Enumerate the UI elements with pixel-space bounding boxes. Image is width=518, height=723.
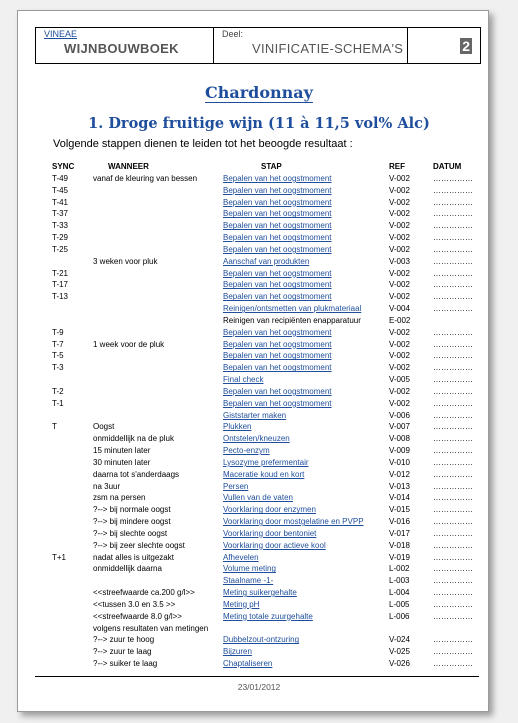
row-sync: T-13 [52, 292, 69, 302]
row-date: …………… [433, 540, 473, 550]
row-step-link[interactable]: Bepalen van het oogstmoment [223, 209, 332, 219]
row-step-link[interactable]: Staalname -1- [223, 576, 274, 586]
row-ref: V-002 [389, 185, 410, 195]
row-step-link[interactable]: Bijzuren [223, 647, 252, 657]
row-ref: V-018 [389, 540, 410, 550]
row-step-link[interactable]: Bepalen van het oogstmoment [223, 327, 332, 337]
row-step-link[interactable]: Bepalen van het oogstmoment [223, 221, 332, 231]
table-row [0, 421, 518, 433]
row-ref: V-026 [389, 659, 410, 669]
row-ref: V-014 [389, 493, 410, 503]
row-when: ?--> bij zeer slechte oogst [93, 540, 185, 550]
table-row [0, 398, 518, 410]
row-ref: L-003 [389, 576, 410, 586]
row-ref: V-017 [389, 528, 410, 538]
table-row [0, 469, 518, 481]
row-date: …………… [433, 647, 473, 657]
row-date: …………… [433, 363, 473, 373]
row-sync: T-9 [52, 327, 64, 337]
row-sync: T-25 [52, 244, 69, 254]
table-row [0, 173, 518, 185]
row-date: …………… [433, 185, 473, 195]
row-step-link[interactable]: Bepalen van het oogstmoment [223, 233, 332, 243]
row-step-link[interactable]: Vullen van de vaten [223, 493, 293, 503]
row-ref: V-002 [389, 386, 410, 396]
row-step-link[interactable]: Aanschaf van produkten [223, 256, 310, 266]
row-date: …………… [433, 386, 473, 396]
row-step-link[interactable]: Giststarter maken [223, 410, 287, 420]
row-date: …………… [433, 659, 473, 669]
row-ref: V-002 [389, 280, 410, 290]
row-date: …………… [433, 292, 473, 302]
row-ref: V-002 [389, 363, 410, 373]
row-ref: V-002 [389, 233, 410, 243]
row-date: …………… [433, 209, 473, 219]
row-ref: L-004 [389, 588, 410, 598]
header-label-vineae: VINEAE [44, 29, 78, 39]
row-when: zsm na persen [93, 493, 146, 503]
table-row [0, 575, 518, 587]
table-row [0, 362, 518, 374]
row-ref: V-025 [389, 647, 410, 657]
row-ref: V-013 [389, 481, 410, 491]
row-sync: T [52, 422, 57, 432]
header-page-cell [408, 28, 480, 63]
row-date: …………… [433, 327, 473, 337]
row-step-link[interactable]: Reinigen/ontsmetten van plukmateriaal [223, 304, 362, 314]
row-ref: V-008 [389, 434, 410, 444]
row-date: …………… [433, 280, 473, 290]
row-ref: V-002 [389, 351, 410, 361]
row-when: ?--> bij normale oogst [93, 505, 171, 515]
row-step-link[interactable]: Bepalen van het oogstmoment [223, 185, 332, 195]
header-book-cell [36, 28, 214, 63]
row-ref: V-002 [389, 197, 410, 207]
row-date: …………… [433, 517, 473, 527]
table-row [0, 410, 518, 422]
row-sync: T-1 [52, 398, 64, 408]
row-ref: V-007 [389, 422, 410, 432]
row-step-link[interactable]: Bepalen van het oogstmoment [223, 398, 332, 408]
table-row [0, 244, 518, 256]
row-date: …………… [433, 481, 473, 491]
table-row [0, 256, 518, 268]
row-ref: L-005 [389, 599, 410, 609]
table-row [0, 492, 518, 504]
header-section-title: VINIFICATIE-SCHEMA'S [252, 41, 404, 56]
row-when: volgens resultaten van metingen [93, 623, 209, 633]
row-ref: L-002 [389, 564, 410, 574]
header-page-number: 2 [462, 38, 470, 54]
column-header-when: WANNEER [108, 162, 149, 171]
row-date: …………… [433, 528, 473, 538]
row-date: …………… [433, 221, 473, 231]
row-ref: V-015 [389, 505, 410, 515]
row-step-link[interactable]: Voorklaring door actieve kool [223, 540, 326, 550]
table-row [0, 268, 518, 280]
row-step-link[interactable]: Afhevelen [223, 552, 259, 562]
row-ref: V-002 [389, 398, 410, 408]
row-date: …………… [433, 552, 473, 562]
row-when: nadat alles is uitgezakt [93, 552, 174, 562]
row-ref: V-009 [389, 446, 410, 456]
table-row [0, 220, 518, 232]
table-row [0, 303, 518, 315]
table-row [0, 481, 518, 493]
row-date: …………… [433, 339, 473, 349]
row-step-link[interactable]: Bepalen van het oogstmoment [223, 339, 332, 349]
row-ref: V-024 [389, 635, 410, 645]
table-row [0, 516, 518, 528]
row-date: …………… [433, 469, 473, 479]
row-ref: V-004 [389, 304, 410, 314]
table-row [0, 658, 518, 670]
row-ref: V-002 [389, 292, 410, 302]
table-row [0, 386, 518, 398]
row-ref: V-006 [389, 410, 410, 420]
row-date: …………… [433, 505, 473, 515]
row-step-link[interactable]: Bepalen van het oogstmoment [223, 197, 332, 207]
row-when: na 3uur [93, 481, 121, 491]
row-date: …………… [433, 576, 473, 586]
row-step-link[interactable]: Pecto-enzym [223, 446, 270, 456]
header-book-title: WIJNBOUWBOEK [64, 41, 179, 56]
row-date: …………… [433, 457, 473, 467]
row-date: …………… [433, 174, 473, 183]
row-when: 15 minuten later [93, 446, 151, 456]
row-date: …………… [433, 244, 473, 254]
table-row [0, 197, 518, 209]
row-when: ?--> suiker te laag [93, 659, 158, 669]
table-row [0, 552, 518, 564]
row-date: …………… [433, 635, 473, 645]
row-date: …………… [433, 422, 473, 432]
row-date: …………… [433, 233, 473, 243]
row-ref: E-002 [389, 315, 411, 325]
row-when: ?--> bij slechte oogst [93, 528, 168, 538]
row-sync: T-29 [52, 233, 69, 243]
row-date: …………… [433, 564, 473, 574]
row-step-link[interactable]: Bepalen van het oogstmoment [223, 292, 332, 302]
row-when: <<tussen 3.0 en 3.5 >> [93, 599, 176, 609]
row-step-link[interactable]: Bepalen van het oogstmoment [223, 174, 332, 183]
column-header-sync: SYNC [52, 162, 75, 171]
row-date: …………… [433, 493, 473, 503]
table-row [0, 350, 518, 362]
row-ref: V-002 [389, 221, 410, 231]
row-sync: T-45 [52, 185, 69, 195]
row-ref: V-010 [389, 457, 410, 467]
row-when: <<streefwaarde ca.200 g/l>> [93, 588, 195, 598]
table-row [0, 623, 518, 635]
row-sync: T-21 [52, 268, 69, 278]
table-row [0, 339, 518, 351]
row-step-link[interactable]: Plukken [223, 422, 252, 432]
header-label-deel: Deel: [222, 29, 244, 39]
row-when: onmiddellijk na de pluk [93, 434, 174, 444]
table-row [0, 611, 518, 623]
table-row [0, 433, 518, 445]
row-when: 3 weken voor pluk [93, 256, 158, 266]
column-header-date: DATUM [433, 162, 462, 171]
row-step-link[interactable]: Voorklaring door enzymen [223, 505, 316, 515]
footer-date: 23/01/2012 [237, 682, 281, 692]
row-when: vanaf de kleuring van bessen [93, 174, 198, 183]
row-ref: V-002 [389, 327, 410, 337]
row-sync: T-7 [52, 339, 64, 349]
table-row [0, 279, 518, 291]
row-ref: V-012 [389, 469, 410, 479]
row-step-link[interactable]: Dubbelzout-ontzuring [223, 635, 300, 645]
row-when: ?--> zuur te laag [93, 647, 152, 657]
row-ref: V-002 [389, 244, 410, 254]
table-row [0, 327, 518, 339]
row-step-link[interactable]: Meting pH [223, 599, 260, 609]
table-row [0, 445, 518, 457]
row-ref: V-019 [389, 552, 410, 562]
row-date: …………… [433, 611, 473, 621]
row-when: ?--> bij mindere oogst [93, 517, 171, 527]
table-row [0, 208, 518, 220]
row-ref: V-002 [389, 174, 410, 183]
row-when: onmiddellijk daarna [93, 564, 162, 574]
row-when: ?--> zuur te hoog [93, 635, 155, 645]
row-step-link[interactable]: Persen [223, 481, 249, 491]
row-step-link[interactable]: Bepalen van het oogstmoment [223, 244, 332, 254]
column-header-ref: REF [389, 162, 405, 171]
table-row [0, 374, 518, 386]
row-ref: V-002 [389, 268, 410, 278]
row-step-link[interactable]: Final check [223, 375, 264, 385]
row-step-link[interactable]: Bepalen van het oogstmoment [223, 386, 332, 396]
row-sync: T-3 [52, 363, 64, 373]
table-row [0, 646, 518, 658]
row-ref: V-002 [389, 209, 410, 219]
row-ref: V-003 [389, 256, 410, 266]
table-row [0, 457, 518, 469]
row-ref: V-016 [389, 517, 410, 527]
intro-text: Volgende stappen dienen te leiden tot het beoogde resultaat : [53, 138, 353, 150]
row-date: …………… [433, 351, 473, 361]
row-sync: T-17 [52, 280, 69, 290]
row-when: 30 minuten later [93, 457, 151, 467]
row-step-link[interactable]: Voorklaring door mostgelatine en PVPP [223, 517, 364, 527]
row-step-link[interactable]: Bepalen van het oogstmoment [223, 363, 332, 373]
row-date: …………… [433, 304, 473, 314]
row-ref: L-006 [389, 611, 410, 621]
row-date: …………… [433, 197, 473, 207]
header-section-cell [214, 28, 408, 63]
row-sync: T-41 [52, 197, 69, 207]
document-subtitle: 1. Droge fruitige wijn (11 à 11,5 vol% Alc) [88, 115, 430, 132]
row-when: daarna tot s'anderdaags [93, 469, 180, 479]
row-sync: T-49 [52, 174, 69, 183]
row-step-link: Reinigen van recipiënten enapparatuur [223, 315, 361, 325]
row-step-link[interactable]: Voorklaring door bentoniet [223, 528, 317, 538]
table-row [0, 315, 518, 327]
row-when: 1 week voor de pluk [93, 339, 165, 349]
row-sync: T-33 [52, 221, 69, 231]
row-step-link[interactable]: Meting suikergehalte [223, 588, 297, 598]
row-date: …………… [433, 588, 473, 598]
row-date: …………… [433, 410, 473, 420]
footer-divider [35, 676, 479, 677]
row-date: …………… [433, 446, 473, 456]
row-step-link[interactable]: Ontstelen/kneuzen [223, 434, 290, 444]
row-sync: T-37 [52, 209, 69, 219]
document-title [0, 83, 518, 102]
table-row [0, 540, 518, 552]
row-sync: T-5 [52, 351, 64, 361]
row-step-link[interactable]: Bepalen van het oogstmoment [223, 268, 332, 278]
table-row [0, 185, 518, 197]
row-step-link[interactable]: Bepalen van het oogstmoment [223, 280, 332, 290]
table-row [0, 634, 518, 646]
row-sync: T-2 [52, 386, 64, 396]
table-row [0, 599, 518, 611]
table-row [0, 291, 518, 303]
row-step-link[interactable]: Maceratie koud en kort [223, 469, 305, 479]
row-step-link[interactable]: Chaptaliseren [223, 659, 273, 669]
row-date: …………… [433, 375, 473, 385]
page-header [35, 27, 481, 64]
table-row [0, 528, 518, 540]
row-sync: T+1 [52, 552, 67, 562]
table-row [0, 563, 518, 575]
row-date: …………… [433, 434, 473, 444]
row-date: …………… [433, 599, 473, 609]
row-ref: V-002 [389, 339, 410, 349]
row-when: <<streefwaarde 8.0 g/l>> [93, 611, 182, 621]
table-row [0, 232, 518, 244]
row-date: …………… [433, 398, 473, 408]
row-ref: V-005 [389, 375, 410, 385]
row-step-link[interactable]: Volume meting [223, 564, 276, 574]
column-header-step: STAP [261, 162, 282, 171]
row-step-link[interactable]: Bepalen van het oogstmoment [223, 351, 332, 361]
row-date: …………… [433, 268, 473, 278]
table-row [0, 504, 518, 516]
table-row [0, 587, 518, 599]
row-step-link[interactable]: Meting totale zuurgehalte [223, 611, 313, 621]
row-when: Oogst [93, 422, 115, 432]
row-step-link[interactable]: Lysozyme prefermentair [223, 457, 309, 467]
document-title-text: Chardonnay [205, 83, 313, 102]
row-date: …………… [433, 256, 473, 266]
